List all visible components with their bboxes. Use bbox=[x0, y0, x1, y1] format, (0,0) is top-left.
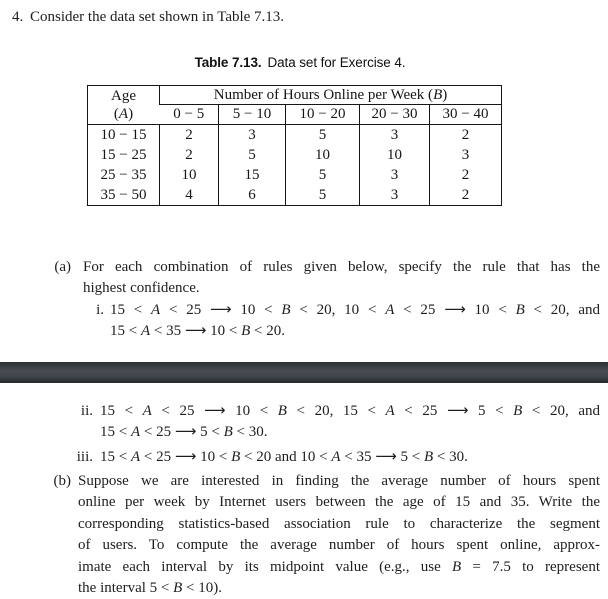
count-cell: 15 bbox=[219, 165, 286, 185]
col-header: 10 − 20 bbox=[286, 105, 360, 125]
count-cell: 2 bbox=[160, 145, 219, 165]
part-b-paragraph bbox=[78, 471, 600, 599]
table-header-row-1 bbox=[88, 86, 502, 105]
age-range-cell: 10 − 15 bbox=[100, 127, 147, 143]
count-cell: 2 bbox=[430, 185, 502, 206]
count-cell: 5 bbox=[286, 185, 360, 206]
part-a-label: (a) bbox=[54, 259, 71, 275]
item-ii-label: ii. bbox=[80, 403, 93, 419]
col-header: 5 − 10 bbox=[219, 105, 286, 125]
table-row bbox=[88, 145, 502, 165]
math-line: 15 < A < 25 ⟶ 10 < B < 20, 10 < A < 25 ⟶ 10 < B < 20, and bbox=[110, 302, 600, 318]
part-b-label: (b) bbox=[53, 473, 71, 489]
count-cell: 10 bbox=[360, 145, 430, 165]
text-line: highest confidence. bbox=[83, 280, 200, 296]
item-i-text bbox=[110, 300, 600, 342]
count-cell: 3 bbox=[219, 125, 286, 146]
group-header-cell: Number of Hours Online per Week (B) bbox=[160, 86, 502, 105]
table-row bbox=[88, 125, 502, 146]
table-row bbox=[88, 165, 502, 185]
age-corner-cell bbox=[88, 86, 160, 125]
math-line: 15 < A < 25 ⟶ 5 < B < 30. bbox=[100, 424, 268, 440]
count-cell: 3 bbox=[430, 145, 502, 165]
exercise-intro-text: Consider the data set shown in Table 7.13. bbox=[30, 9, 285, 25]
count-cell: 2 bbox=[160, 125, 219, 146]
item-iii-text bbox=[100, 447, 600, 468]
part-a-paragraph bbox=[83, 257, 600, 299]
age-range-cell: 15 − 25 bbox=[100, 147, 147, 163]
table-row bbox=[88, 185, 502, 206]
col-header: 20 − 30 bbox=[360, 105, 430, 125]
count-cell: 2 bbox=[430, 165, 502, 185]
item-i-label: i. bbox=[96, 302, 104, 318]
text-line: Suppose we are interested in finding the average number of hours spent bbox=[78, 473, 600, 489]
count-cell: 10 bbox=[286, 145, 360, 165]
page-divider-bar bbox=[0, 362, 608, 383]
age-corner-line1: Age bbox=[111, 87, 136, 104]
table-caption-label: Table 7.13. bbox=[194, 55, 262, 70]
age-corner-line2: (A) bbox=[113, 106, 134, 122]
count-cell: 10 bbox=[160, 165, 219, 185]
math-line: 15 < A < 25 ⟶ 10 < B < 20, 15 < A < 25 ⟶ 5 < B < 20, and bbox=[100, 403, 600, 419]
text-line: imate each interval by its midpoint value (e.g., use B = 7.5 to represent bbox=[78, 558, 600, 575]
math-line: 15 < A < 25 ⟶ 10 < B < 20 and 10 < A < 35 ⟶ 5 < B < 30. bbox=[100, 449, 468, 465]
age-range-cell: 25 − 35 bbox=[100, 167, 147, 183]
data-table bbox=[87, 85, 502, 206]
count-cell: 3 bbox=[360, 185, 430, 206]
text-line: For each combination of rules given below, specify the rule that has the bbox=[83, 259, 600, 275]
col-header: 0 − 5 bbox=[160, 105, 219, 125]
exercise-number: 4. bbox=[12, 9, 24, 25]
table-caption bbox=[90, 55, 510, 70]
count-cell: 2 bbox=[430, 125, 502, 146]
count-cell: 5 bbox=[286, 165, 360, 185]
table-caption-text: Data set for Exercise 4. bbox=[267, 55, 406, 70]
age-range-cell: 35 − 50 bbox=[100, 187, 147, 203]
text-line: online per week by Internet users between the age of 15 and 35. Write the bbox=[78, 494, 600, 511]
text-line: corresponding statistics-based association rule to characterize the segment bbox=[78, 515, 600, 532]
text-line: the interval 5 < B < 10). bbox=[78, 580, 222, 597]
text-line: of users. To compute the average number of hours spent online, approx- bbox=[78, 537, 600, 554]
count-cell: 3 bbox=[360, 125, 430, 146]
count-cell: 5 bbox=[286, 125, 360, 146]
table-body bbox=[88, 125, 502, 206]
item-iii-label: iii. bbox=[76, 449, 93, 465]
math-line: 15 < A < 35 ⟶ 10 < B < 20. bbox=[110, 323, 285, 339]
col-header: 30 − 40 bbox=[430, 105, 502, 125]
count-cell: 4 bbox=[160, 185, 219, 206]
count-cell: 5 bbox=[219, 145, 286, 165]
count-cell: 3 bbox=[360, 165, 430, 185]
item-ii-text bbox=[100, 401, 600, 443]
count-cell: 6 bbox=[219, 185, 286, 206]
